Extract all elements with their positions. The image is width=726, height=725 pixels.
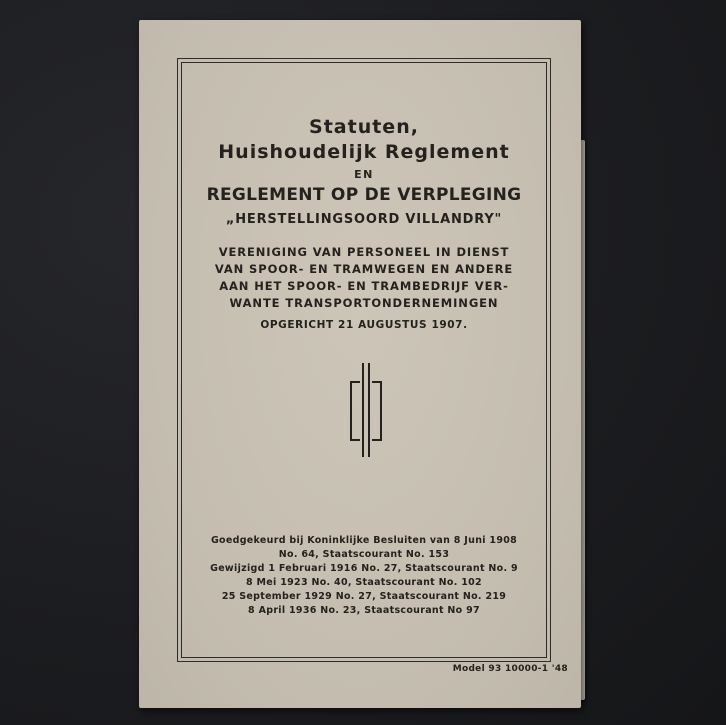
- title-statuten: Statuten,: [309, 116, 419, 138]
- approval-line: 8 April 1936 No. 23, Staatscourant No 97: [248, 605, 480, 616]
- approval-line: Goedgekeurd bij Koninklijke Besluiten van 8 Juni 1908: [210, 535, 518, 546]
- model-number: Model 93 10000-1 '48: [452, 664, 568, 674]
- title-connector: EN: [354, 168, 374, 181]
- approval-line: 25 September 1929 No. 27, Staatscourant No. 219: [221, 591, 507, 602]
- title-reglement-verpleging: REGLEMENT OP DE VERPLEGING: [206, 185, 522, 205]
- founded-date: OPGERICHT 21 AUGUSTUS 1907.: [260, 319, 468, 331]
- approval-line: Gewijzigd 1 Februari 1916 No. 27, Staatscourant No. 9: [210, 563, 518, 574]
- association-line: VAN SPOOR- EN TRAMWEGEN EN ANDERE: [214, 262, 514, 276]
- association-line: VERENIGING VAN PERSONEEL IN DIENST: [218, 245, 510, 259]
- association-line: AAN HET SPOOR- EN TRAMBEDRIJF VER-: [219, 279, 509, 293]
- rail-emblem-icon: [346, 362, 386, 458]
- approval-line: No. 64, Staatscourant No. 153: [278, 549, 450, 560]
- subtitle-herstellingsoord: „HERSTELLINGSOORD VILLANDRY": [225, 212, 503, 227]
- approval-line: 8 Mei 1923 No. 40, Staatscourant No. 102: [246, 577, 482, 588]
- association-line: WANTE TRANSPORTONDERNEMINGEN: [229, 296, 499, 310]
- title-huishoudelijk-reglement: Huishoudelijk Reglement: [218, 141, 510, 163]
